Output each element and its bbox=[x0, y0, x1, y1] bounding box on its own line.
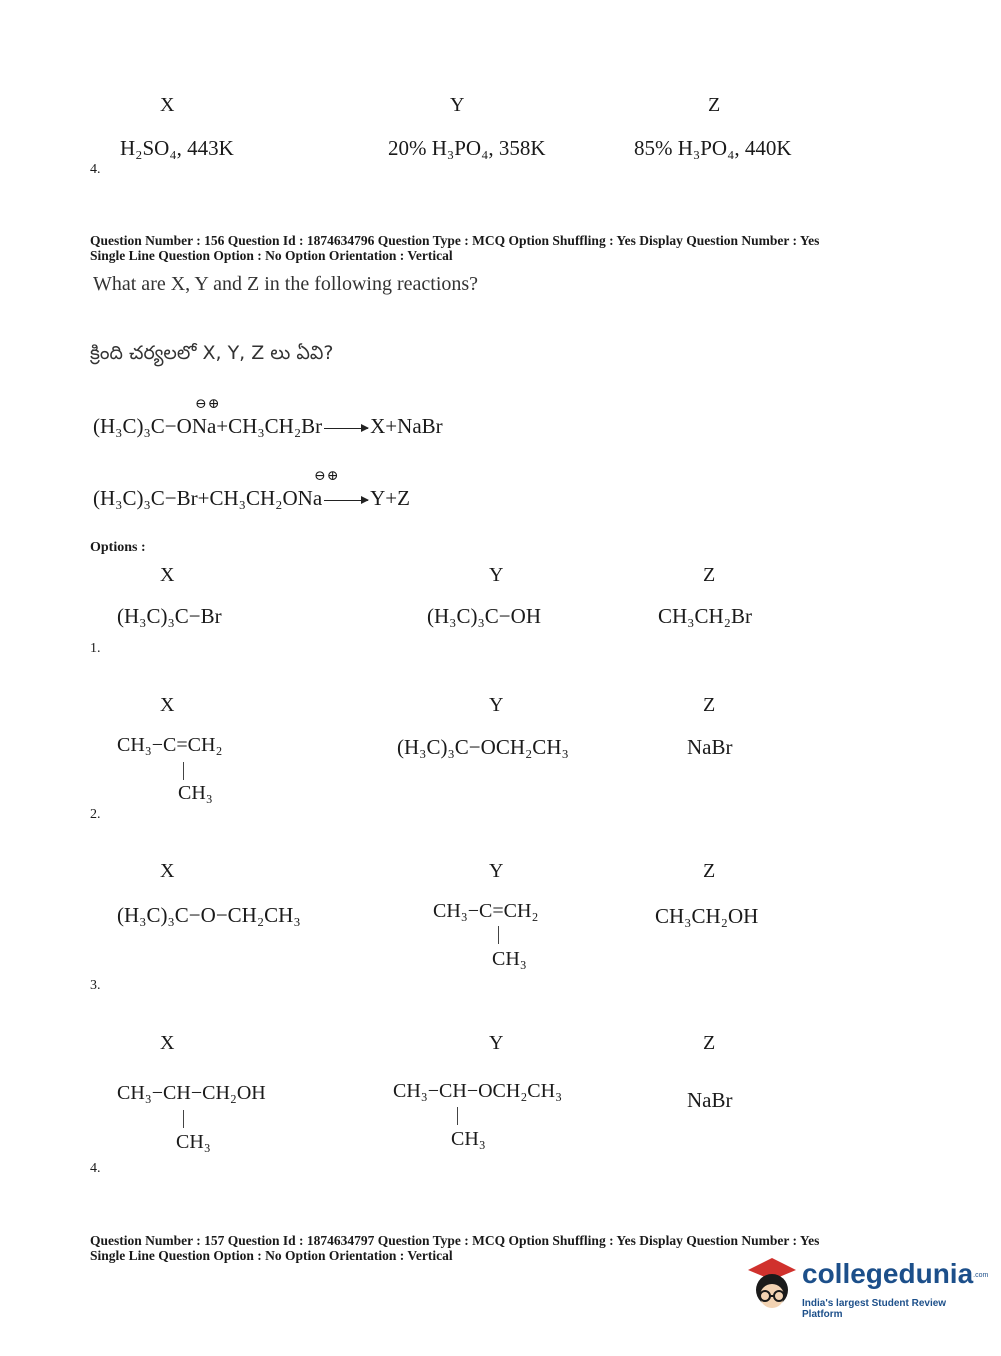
options-label: Options : bbox=[90, 540, 146, 555]
reaction2-lhs: (H₃C)₃C−Br+CH₃CH₂ONa bbox=[93, 486, 323, 510]
opt3-number[interactable]: 3. bbox=[90, 978, 101, 993]
opt1-header-y: Y bbox=[489, 564, 504, 586]
prev-cell-x: H₂SO₄, 443K bbox=[120, 136, 234, 160]
prev-header-x: X bbox=[160, 94, 175, 116]
opt4-header-x: X bbox=[160, 1032, 175, 1054]
opt4-x-main: CH₃−CH−CH₂OH bbox=[117, 1082, 266, 1104]
logo-suffix: .com bbox=[973, 1272, 989, 1279]
opt1-header-z: Z bbox=[703, 564, 716, 586]
logo-name: collegedunia$^{.com}$ bbox=[802, 1258, 989, 1289]
opt3-y-branch: CH₃ bbox=[492, 948, 527, 970]
prev-header-y: Y bbox=[450, 94, 465, 116]
opt4-x-branch: CH₃ bbox=[176, 1131, 211, 1153]
q157-meta-line1: Question Number : 157 Question Id : 1874634797 Question Type : MCQ Option Shuffling : Yes Display Question Number : Yes bbox=[90, 1233, 820, 1248]
logo-tagline: India's largest Student Review Platform bbox=[802, 1298, 947, 1320]
q156-question-en: What are X, Y and Z in the following reactions? bbox=[93, 273, 479, 295]
opt4-z: NaBr bbox=[687, 1088, 733, 1112]
prev-cell-y: 20% H₃PO₄, 358K bbox=[388, 136, 546, 160]
reaction1-lhs: (H₃C)₃C−ONa+CH₃CH₂Br bbox=[93, 414, 323, 438]
collegedunia-logo[interactable] bbox=[742, 1252, 989, 1322]
opt4-y-main: CH₃−CH−OCH₂CH₃ bbox=[393, 1080, 563, 1102]
opt2-x-main: CH₃−C=CH₂ bbox=[117, 734, 223, 756]
opt3-x: (H₃C)₃C−O−CH₂CH₃ bbox=[117, 903, 301, 927]
reaction-arrow-icon bbox=[324, 500, 368, 501]
opt4-y-bond bbox=[457, 1107, 458, 1125]
opt2-x-bond bbox=[183, 762, 184, 780]
opt4-y-branch: CH₃ bbox=[451, 1128, 486, 1150]
mascot-icon bbox=[742, 1254, 800, 1316]
opt2-y: (H₃C)₃C−OCH₂CH₃ bbox=[397, 735, 569, 759]
reaction2-rhs: Y+Z bbox=[370, 486, 410, 510]
opt3-y-bond bbox=[498, 926, 499, 944]
q156-meta-line2: Single Line Question Option : No Option Orientation : Vertical bbox=[90, 248, 453, 263]
opt4-x-bond bbox=[183, 1110, 184, 1128]
opt2-header-x: X bbox=[160, 694, 175, 716]
opt3-header-x: X bbox=[160, 860, 175, 882]
q157-meta-line2: Single Line Question Option : No Option Orientation : Vertical bbox=[90, 1248, 453, 1263]
reaction1 bbox=[93, 414, 443, 439]
q156-meta-line1: Question Number : 156 Question Id : 1874634796 Question Type : MCQ Option Shuffling : Yes Display Question Number : Yes bbox=[90, 233, 820, 248]
opt2-header-z: Z bbox=[703, 694, 716, 716]
reaction2 bbox=[93, 486, 410, 511]
reaction1-charges: ⊖⊕ bbox=[195, 397, 221, 412]
prev-header-z: Z bbox=[708, 94, 721, 116]
opt4-header-z: Z bbox=[703, 1032, 716, 1054]
opt1-number[interactable]: 1. bbox=[90, 641, 101, 656]
q156-question-te: క్రింది చర్యలలో X, Y, Z లు ఏవి? bbox=[90, 342, 334, 364]
reaction1-rhs: X+NaBr bbox=[370, 414, 443, 438]
opt2-number[interactable]: 2. bbox=[90, 807, 101, 822]
opt4-header-y: Y bbox=[489, 1032, 504, 1054]
opt2-z: NaBr bbox=[687, 735, 733, 759]
opt3-z: CH₃CH₂OH bbox=[655, 904, 759, 928]
reaction2-charges: ⊖⊕ bbox=[314, 469, 340, 484]
opt3-y-main: CH₃−C=CH₂ bbox=[433, 900, 539, 922]
prev-cell-z: 85% H₃PO₄, 440K bbox=[634, 136, 792, 160]
opt1-z: CH₃CH₂Br bbox=[658, 604, 752, 628]
opt1-header-x: X bbox=[160, 564, 175, 586]
opt2-x-branch: CH₃ bbox=[178, 782, 213, 804]
opt2-header-y: Y bbox=[489, 694, 504, 716]
opt3-header-y: Y bbox=[489, 860, 504, 882]
reaction-arrow-icon bbox=[324, 428, 368, 429]
opt3-header-z: Z bbox=[703, 860, 716, 882]
opt4-number[interactable]: 4. bbox=[90, 1161, 101, 1176]
prev-option-number: 4. bbox=[90, 162, 101, 177]
opt1-x: (H₃C)₃C−Br bbox=[117, 604, 222, 628]
opt1-y: (H₃C)₃C−OH bbox=[427, 604, 541, 628]
